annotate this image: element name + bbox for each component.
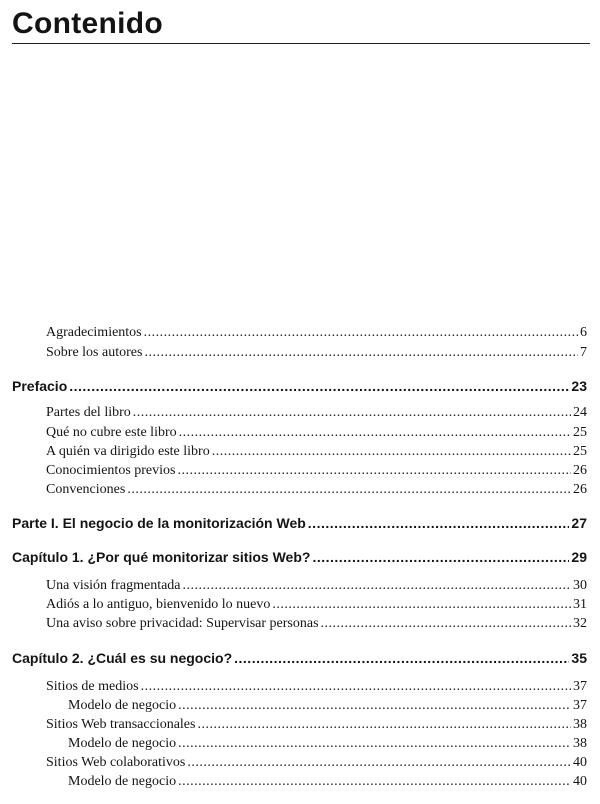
title-rule [12,43,590,44]
dot-leader [141,677,571,697]
toc-page-number: 31 [573,597,587,612]
toc-entry-sitios-de-medios [46,677,587,697]
toc-entry-agradecimientos [46,323,587,343]
toc-page-number: 29 [571,549,587,565]
toc-entry-label: Sitios de medios [46,679,139,694]
toc-entry-label: A quién va dirigido este libro [46,444,210,459]
toc-entry-vision-fragmentada [46,576,587,596]
toc-entry-aviso-privacidad [46,614,587,634]
toc-entry-label: Modelo de negocio [68,698,177,713]
toc-page-number: 26 [573,482,587,497]
dot-leader [183,576,571,596]
toc-entry-label: Modelo de negocio [68,736,177,751]
toc-page-number: 6 [580,325,587,340]
toc-entry-conocimientos-previos [46,461,587,481]
toc-page-number: 32 [573,616,587,631]
dot-leader [144,323,578,343]
toc-entry-label: Prefacio [12,378,68,394]
toc-page-number: 37 [573,698,587,713]
toc-page-number: 24 [573,405,587,420]
toc-entry-label: Una aviso sobre privacidad: Supervisar personas [46,616,319,631]
dot-leader [212,442,571,462]
toc-entry-modelo-de-negocio [68,696,587,716]
toc-entry-label: Capítulo 2. ¿Cuál es su negocio? [12,650,233,666]
toc-entry-label: Adiós a lo antiguo, bienvenido lo nuevo [46,597,271,612]
toc-entry-prefacio [12,376,587,396]
dot-leader [127,480,571,500]
toc-entry-label: Sitios Web colaborativos [46,755,186,770]
toc-entry-capitulo-2 [12,648,587,668]
toc-entry-a-quien-va-dirigido [46,442,587,462]
dot-leader [178,772,571,792]
toc-entry-parte-1 [12,513,587,533]
dot-leader [197,715,571,735]
dot-leader [312,547,569,567]
toc-page-number: 30 [573,578,587,593]
dot-leader [178,696,571,716]
toc-page-number: 23 [571,378,587,394]
toc-entry-label: Modelo de negocio [68,774,177,789]
toc-page-number: 25 [573,425,587,440]
toc-page-number: 27 [571,515,587,531]
toc-entry-sobre-los-autores [46,343,587,363]
toc-entry-que-no-cubre [46,423,587,443]
dot-leader [308,513,570,533]
toc-entry-label: Qué no cubre este libro [46,425,177,440]
toc-entry-sitios-transaccionales [46,715,587,735]
toc-entry-adios-a-lo-antiguo [46,595,587,615]
toc-page-number: 7 [580,345,587,360]
dot-leader [179,423,571,443]
dot-leader [133,403,571,423]
toc-page-number: 37 [573,679,587,694]
toc-page-number: 26 [573,463,587,478]
dot-leader [234,648,569,668]
toc-page-number: 35 [571,650,587,666]
toc-entry-modelo-de-negocio [68,772,587,792]
toc-entry-modelo-de-negocio [68,734,587,754]
page-title: Contenido [12,7,164,40]
toc-entry-label: Convenciones [46,482,126,497]
toc-entry-capitulo-1 [12,547,587,567]
dot-leader [69,376,569,396]
toc-entry-label: Partes del libro [46,405,131,420]
toc-page-number: 40 [573,774,587,789]
dot-leader [321,614,571,634]
toc-entry-label: Una visión fragmentada [46,578,181,593]
toc-entry-label: Parte I. El negocio de la monitorización Web [12,515,306,531]
toc-page-number: 38 [573,717,587,732]
toc-page-number: 40 [573,755,587,770]
toc-entry-convenciones [46,480,587,500]
dot-leader [272,595,571,615]
toc-entry-label: Sitios Web transaccionales [46,717,196,732]
dot-leader [178,461,572,481]
dot-leader [187,753,571,773]
toc-entry-label: Conocimientos previos [46,463,176,478]
toc-entry-label: Capítulo 1. ¿Por qué monitorizar sitios Web? [12,549,311,565]
toc-page-number: 25 [573,444,587,459]
toc-entry-sitios-colaborativos [46,753,587,773]
dot-leader [144,343,578,363]
toc-entry-label: Sobre los autores [46,345,143,360]
toc-entry-partes-del-libro [46,403,587,423]
toc-entry-label: Agradecimientos [46,325,142,340]
toc-page-number: 38 [573,736,587,751]
dot-leader [178,734,571,754]
